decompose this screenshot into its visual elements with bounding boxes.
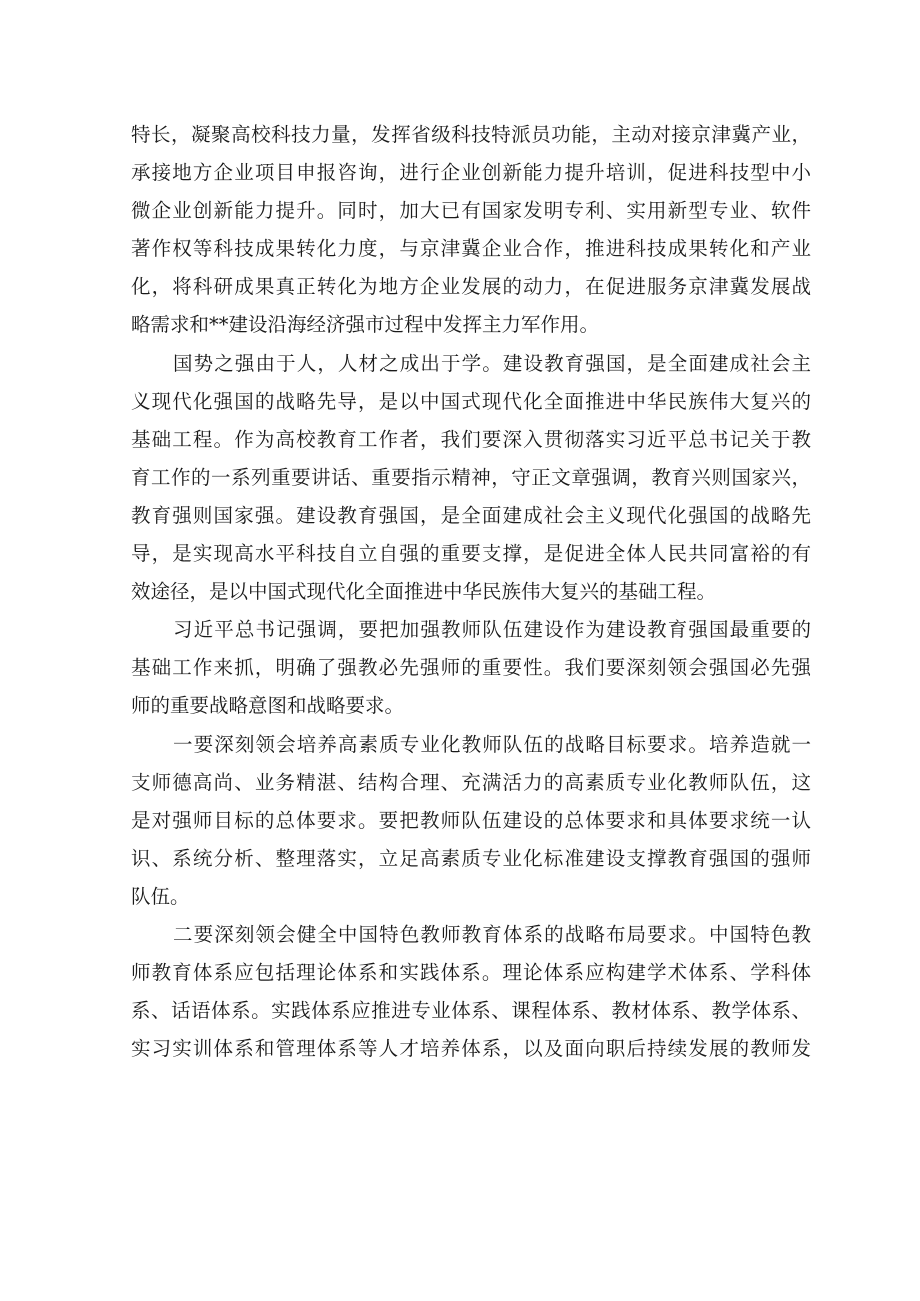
text-line: 著作权等科技成果转化力度，与京津冀企业合作，推进科技成果转化和产业	[131, 237, 811, 261]
text-line: 义现代化强国的战略先导，是以中国式现代化全面推进中华民族伟大复兴的	[131, 389, 811, 413]
paragraph	[131, 916, 811, 1068]
text-line: 基础工程。作为高校教育工作者，我们要深入贯彻落实习近平总书记关于教	[131, 427, 811, 451]
text-line: 国势之强由于人，人材之成出于学。建设教育强国，是全面建成社会主	[173, 351, 811, 375]
text-line: 队伍。	[131, 884, 190, 908]
document-page	[131, 116, 811, 1068]
text-line: 效途径，是以中国式现代化全面推进中华民族伟大复兴的基础工程。	[131, 580, 717, 604]
text-line: 导，是实现高水平科技自立自强的重要支撑，是促进全体人民共同富裕的有	[131, 542, 811, 566]
paragraph	[131, 726, 811, 916]
text-line: 微企业创新能力提升。同时，加大已有国家发明专利、实用新型专业、软件	[131, 199, 811, 223]
text-line: 二要深刻领会健全中国特色教师教育体系的战略布局要求。中国特色教	[173, 922, 811, 946]
paragraph	[131, 345, 811, 612]
paragraph	[131, 116, 811, 345]
text-line: 习近平总书记强调，要把加强教师队伍建设作为建设教育强国最重要的	[173, 618, 811, 642]
text-line: 实习实训体系和管理体系等人才培养体系，以及面向职后持续发展的教师发	[131, 1037, 811, 1061]
text-line: 系、话语体系。实践体系应推进专业体系、课程体系、教材体系、教学体系、	[131, 999, 811, 1023]
text-line: 基础工作来抓，明确了强教必先强师的重要性。我们要深刻领会强国必先强	[131, 656, 811, 680]
text-line: 育工作的一系列重要讲话、重要指示精神，守正文章强调，教育兴则国家兴，	[131, 465, 811, 489]
text-line: 一要深刻领会培养高素质专业化教师队伍的战略目标要求。培养造就一	[173, 732, 811, 756]
text-line: 识、系统分析、整理落实，立足高素质专业化标准建设支撑教育强国的强师	[131, 846, 811, 870]
text-line: 略需求和**建设沿海经济强市过程中发挥主力军作用。	[131, 313, 600, 337]
text-line: 特长，凝聚高校科技力量，发挥省级科技特派员功能，主动对接京津冀产业，	[131, 123, 811, 146]
text-line: 化，将科研成果真正转化为地方企业发展的动力，在促进服务京津冀发展战	[131, 275, 811, 299]
text-line: 是对强师目标的总体要求。要把教师队伍建设的总体要求和具体要求统一认	[131, 808, 811, 832]
text-line: 师教育体系应包括理论体系和实践体系。理论体系应构建学术体系、学科体	[131, 961, 811, 985]
text-line: 承接地方企业项目申报咨询，进行企业创新能力提升培训，促进科技型中小	[131, 161, 811, 185]
text-line: 师的重要战略意图和战略要求。	[131, 694, 405, 718]
paragraph	[131, 611, 811, 725]
text-line: 支师德高尚、业务精湛、结构合理、充满活力的高素质专业化教师队伍，这	[131, 770, 811, 794]
text-line: 教育强则国家强。建设教育强国，是全面建成社会主义现代化强国的战略先	[131, 503, 811, 527]
